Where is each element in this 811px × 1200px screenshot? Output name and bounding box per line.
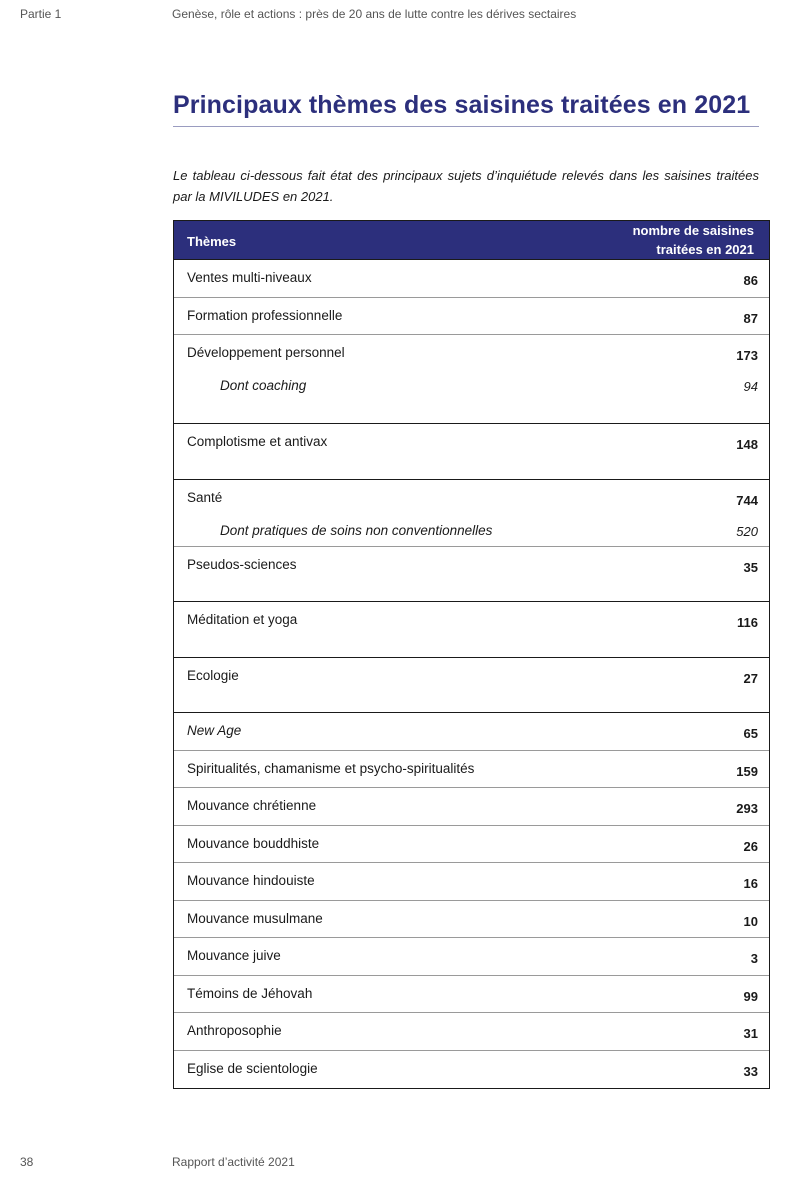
row-value: 31 [743, 1026, 758, 1041]
table-row [174, 1051, 769, 1089]
column-header-count-line2: traitées en 2021 [656, 242, 754, 257]
row-value: 159 [736, 763, 758, 779]
row-value: 148 [736, 437, 758, 452]
row-value: 27 [743, 670, 758, 686]
row-label: Témoins de Jéhovah [187, 985, 313, 1001]
row-label: Mouvance musulmane [187, 910, 323, 926]
footer-report-title: Rapport d’activité 2021 [172, 1155, 295, 1169]
row-label: Ecologie [187, 667, 239, 683]
table-row [174, 602, 769, 658]
column-header-count [604, 221, 769, 259]
row-label: Mouvance juive [187, 948, 281, 963]
row-value: 86 [743, 273, 758, 288]
table-row [174, 260, 769, 298]
page-title: Principaux thèmes des saisines traitées en 2021 [173, 91, 759, 127]
row-label: Formation professionnelle [187, 307, 343, 323]
table-row [174, 298, 769, 336]
row-value: 16 [743, 876, 758, 891]
table-header [174, 221, 769, 260]
footer-page-number: 38 [20, 1155, 34, 1169]
table-row [174, 976, 769, 1014]
row-value: 87 [743, 310, 758, 326]
row-sub-label: Dont coaching [220, 378, 307, 393]
row-label: Spiritualités, chamanisme et psycho-spiritualités [187, 760, 475, 776]
row-label: Méditation et yoga [187, 612, 298, 627]
table-row [174, 863, 769, 901]
row-value: 3 [750, 951, 758, 966]
row-label: Développement personnel [187, 345, 345, 360]
row-value: 293 [736, 801, 758, 816]
row-label: Anthroposophie [187, 1023, 282, 1038]
table-row [174, 938, 769, 976]
row-value: 116 [737, 615, 758, 630]
header-running-title: Genèse, rôle et actions : près de 20 ans de lutte contre les dérives sectaires [172, 7, 577, 21]
row-sub-label: Dont pratiques de soins non conventionnelles [220, 522, 493, 538]
row-value: 99 [743, 988, 758, 1004]
row-value: 65 [743, 726, 758, 741]
table-row [174, 480, 769, 547]
table-row [174, 658, 769, 714]
row-sub-value: 94 [743, 379, 758, 394]
row-value: 26 [743, 838, 758, 854]
row-label: Mouvance bouddhiste [187, 835, 320, 851]
row-value: 173 [736, 348, 758, 363]
row-label: Eglise de scientologie [187, 1060, 318, 1076]
row-value: 744 [736, 492, 758, 508]
column-header-count-line1: nombre de saisines [632, 223, 754, 238]
header-part: Partie 1 [20, 7, 62, 21]
row-label: Complotisme et antivax [187, 434, 328, 449]
themes-table [173, 220, 770, 1089]
row-label: Santé [187, 489, 223, 505]
column-header-theme: Thèmes [187, 233, 237, 249]
row-value: 33 [743, 1063, 758, 1079]
row-value: 10 [743, 913, 758, 929]
table-row [174, 1013, 769, 1051]
row-label: Mouvance chrétienne [187, 798, 317, 813]
row-sub-value: 520 [736, 523, 758, 539]
intro-paragraph: Le tableau ci-dessous fait état des principaux sujets d’inquiétude relevés dans les saisines traitées par la MIVILUDES en 2021. [173, 168, 759, 204]
table-row [174, 826, 769, 864]
row-label: New Age [187, 723, 242, 738]
row-label: Pseudos-sciences [187, 556, 297, 572]
table-row [174, 335, 769, 424]
table-row [174, 713, 769, 751]
row-value: 35 [743, 559, 758, 575]
table-row [174, 751, 769, 789]
row-label: Mouvance hindouiste [187, 873, 315, 888]
table-row [174, 547, 769, 603]
row-label: Ventes multi-niveaux [187, 270, 312, 285]
table-row [174, 424, 769, 480]
table-row [174, 901, 769, 939]
table-row [174, 788, 769, 826]
